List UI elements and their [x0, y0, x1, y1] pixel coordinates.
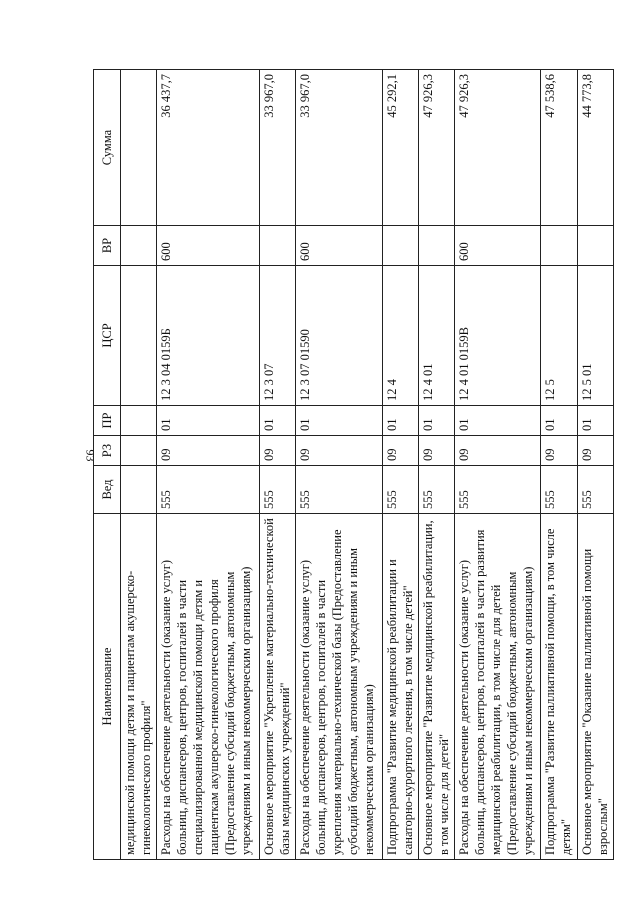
cell-csr: 12 5 01: [577, 266, 613, 406]
column-header-sum: Сумма: [94, 70, 121, 226]
table-row: [418, 70, 454, 860]
cell-ved: [121, 466, 157, 514]
cell-sum: 47 926,3: [418, 70, 454, 226]
cell-ved: 555: [260, 466, 296, 514]
table-row: [157, 70, 260, 860]
column-header-ved: Вед: [94, 466, 121, 514]
cell-sum: 33 967,0: [296, 70, 382, 226]
cell-name: Основное мероприятие "Оказание паллиативной помощи взрослым": [577, 514, 613, 860]
table-row: [455, 70, 541, 860]
cell-pr: 01: [296, 406, 382, 436]
cell-rz: 09: [541, 436, 577, 466]
column-header-name: Наименование: [94, 514, 121, 860]
page-number: 93: [83, 449, 98, 462]
cell-rz: 09: [418, 436, 454, 466]
rotated-page-content: [93, 70, 614, 860]
cell-name: Расходы на обеспечение деятельности (оказание услуг) больниц, диспансеров, центров, госпиталей в части развития медицинской реабилитации, в том числе для детей (Предоставление субсидий бюджетным, автономным учреждениям и иным некоммерческим организациям): [455, 514, 541, 860]
cell-name: Основное мероприятие "Развитие медицинской реабилитации, в том числе для детей": [418, 514, 454, 860]
column-header-vr: ВР: [94, 226, 121, 266]
cell-csr: 12 3 07 01590: [296, 266, 382, 406]
cell-pr: 01: [541, 406, 577, 436]
cell-vr: [577, 226, 613, 266]
cell-ved: 555: [418, 466, 454, 514]
cell-vr: [260, 226, 296, 266]
cell-pr: 01: [455, 406, 541, 436]
cell-pr: 01: [260, 406, 296, 436]
cell-sum: 36 437,7: [157, 70, 260, 226]
cell-name: Расходы на обеспечение деятельности (оказание услуг) больниц, диспансеров, центров, госпиталей в части укрепления материально-технической базы (Предоставление субсидий бюджетным, автономным учреждениям и иным некоммерческим организациям): [296, 514, 382, 860]
column-header-csr: ЦСР: [94, 266, 121, 406]
cell-vr: [541, 226, 577, 266]
table-header-row: [94, 70, 121, 860]
cell-rz: 09: [455, 436, 541, 466]
cell-vr: [121, 226, 157, 266]
cell-rz: 09: [382, 436, 418, 466]
cell-rz: 09: [577, 436, 613, 466]
table-row: [260, 70, 296, 860]
cell-rz: 09: [296, 436, 382, 466]
cell-name: Подпрограмма "Развитие паллиативной помощи, в том числе детям": [541, 514, 577, 860]
cell-pr: 01: [157, 406, 260, 436]
cell-pr: 01: [577, 406, 613, 436]
cell-ved: 555: [296, 466, 382, 514]
cell-csr: 12 4 01 0159В: [455, 266, 541, 406]
cell-ved: 555: [455, 466, 541, 514]
table-row: [577, 70, 613, 860]
cell-sum: 45 292,1: [382, 70, 418, 226]
cell-sum: 33 967,0: [260, 70, 296, 226]
cell-sum: 47 538,6: [541, 70, 577, 226]
cell-csr: 12 5: [541, 266, 577, 406]
cell-rz: 09: [157, 436, 260, 466]
table-row: [382, 70, 418, 860]
cell-vr: [418, 226, 454, 266]
cell-name: Основное мероприятие "Укрепление материально-технической базы медицинских учреждений": [260, 514, 296, 860]
table-row: [541, 70, 577, 860]
cell-rz: [121, 436, 157, 466]
cell-name: Расходы на обеспечение деятельности (оказание услуг) больниц, диспансеров, центров, госпиталей в части специализированной медицинской помощи детям и пациенткам акушерско-гинекологического профиля (Предоставление субсидий бюджетным, автономным учреждениям и иным некоммерческим организациям): [157, 514, 260, 860]
cell-csr: 12 3 04 0159Б: [157, 266, 260, 406]
budget-table: [93, 69, 614, 860]
cell-csr: 12 3 07: [260, 266, 296, 406]
cell-name: Подпрограмма "Развитие медицинской реабилитации и санаторно-курортного лечения, в том числе детей": [382, 514, 418, 860]
cell-vr: 600: [296, 226, 382, 266]
cell-ved: 555: [577, 466, 613, 514]
cell-name: медицинской помощи детям и пациентам акушерско-гинекологического профиля": [121, 514, 157, 860]
cell-sum: [121, 70, 157, 226]
cell-pr: 01: [382, 406, 418, 436]
cell-pr: [121, 406, 157, 436]
column-header-pr: ПР: [94, 406, 121, 436]
table-row: [296, 70, 382, 860]
table-row: [121, 70, 157, 860]
cell-vr: 600: [455, 226, 541, 266]
cell-vr: [382, 226, 418, 266]
cell-pr: 01: [418, 406, 454, 436]
column-header-rz: РЗ: [94, 436, 121, 466]
cell-csr: 12 4: [382, 266, 418, 406]
cell-sum: 47 926,3: [455, 70, 541, 226]
cell-rz: 09: [260, 436, 296, 466]
cell-ved: 555: [541, 466, 577, 514]
cell-csr: 12 4 01: [418, 266, 454, 406]
cell-vr: 600: [157, 226, 260, 266]
cell-sum: 44 773,8: [577, 70, 613, 226]
cell-ved: 555: [157, 466, 260, 514]
cell-csr: [121, 266, 157, 406]
cell-ved: 555: [382, 466, 418, 514]
